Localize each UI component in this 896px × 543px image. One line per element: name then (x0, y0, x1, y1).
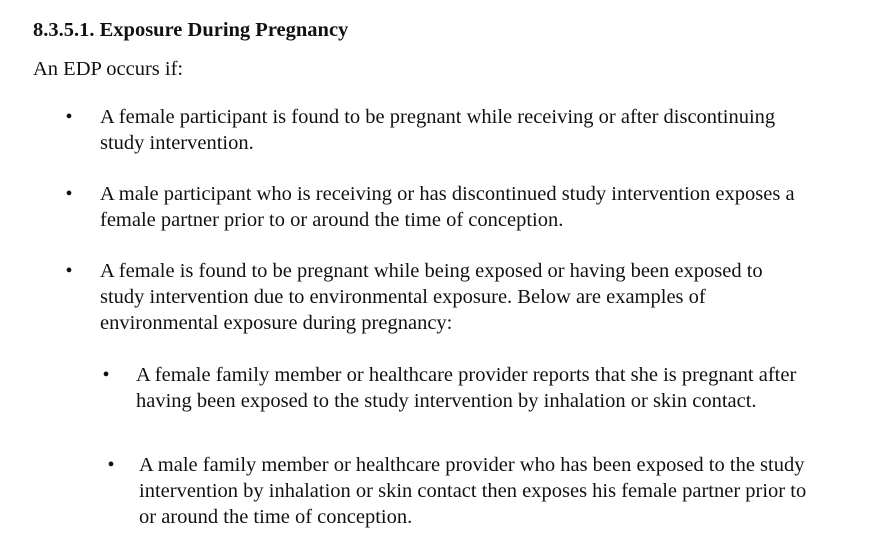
bullet-icon: • (102, 364, 110, 386)
bullet-icon: • (65, 106, 73, 128)
bullet-icon: • (107, 454, 115, 476)
text-line: or around the time of conception. (139, 506, 413, 528)
text-line: A female is found to be pregnant while being exposed or having been exposed to (100, 260, 763, 282)
text-line: having been exposed to the study intervention by inhalation or skin contact. (136, 390, 757, 412)
text-line: study intervention due to environmental exposure. Below are examples of (100, 286, 706, 308)
intro-text: An EDP occurs if: (33, 58, 184, 80)
text-line: A male participant who is receiving or has discontinued study intervention exposes a (100, 183, 795, 205)
bullet-item-text (100, 104, 775, 156)
text-line: female partner prior to or around the time of conception. (100, 209, 564, 231)
text-line: A female family member or healthcare provider reports that she is pregnant after (136, 364, 797, 386)
bullet-icon: • (65, 183, 73, 205)
text-line: A male family member or healthcare provider who has been exposed to the study (139, 454, 805, 476)
bullet-item-text (100, 181, 795, 233)
text-line: A female participant is found to be pregnant while receiving or after discontinuing (100, 106, 776, 128)
text-line: intervention by inhalation or skin contact then exposes his female partner prior to (139, 480, 807, 502)
bullet-icon: • (65, 260, 73, 282)
sub-bullet-item-text (136, 362, 796, 414)
text-line: environmental exposure during pregnancy: (100, 312, 453, 334)
sub-bullet-item-text (139, 452, 806, 530)
text-line: study intervention. (100, 132, 254, 154)
bullet-item-text (100, 258, 763, 336)
section-heading: 8.3.5.1. Exposure During Pregnancy (33, 19, 349, 41)
